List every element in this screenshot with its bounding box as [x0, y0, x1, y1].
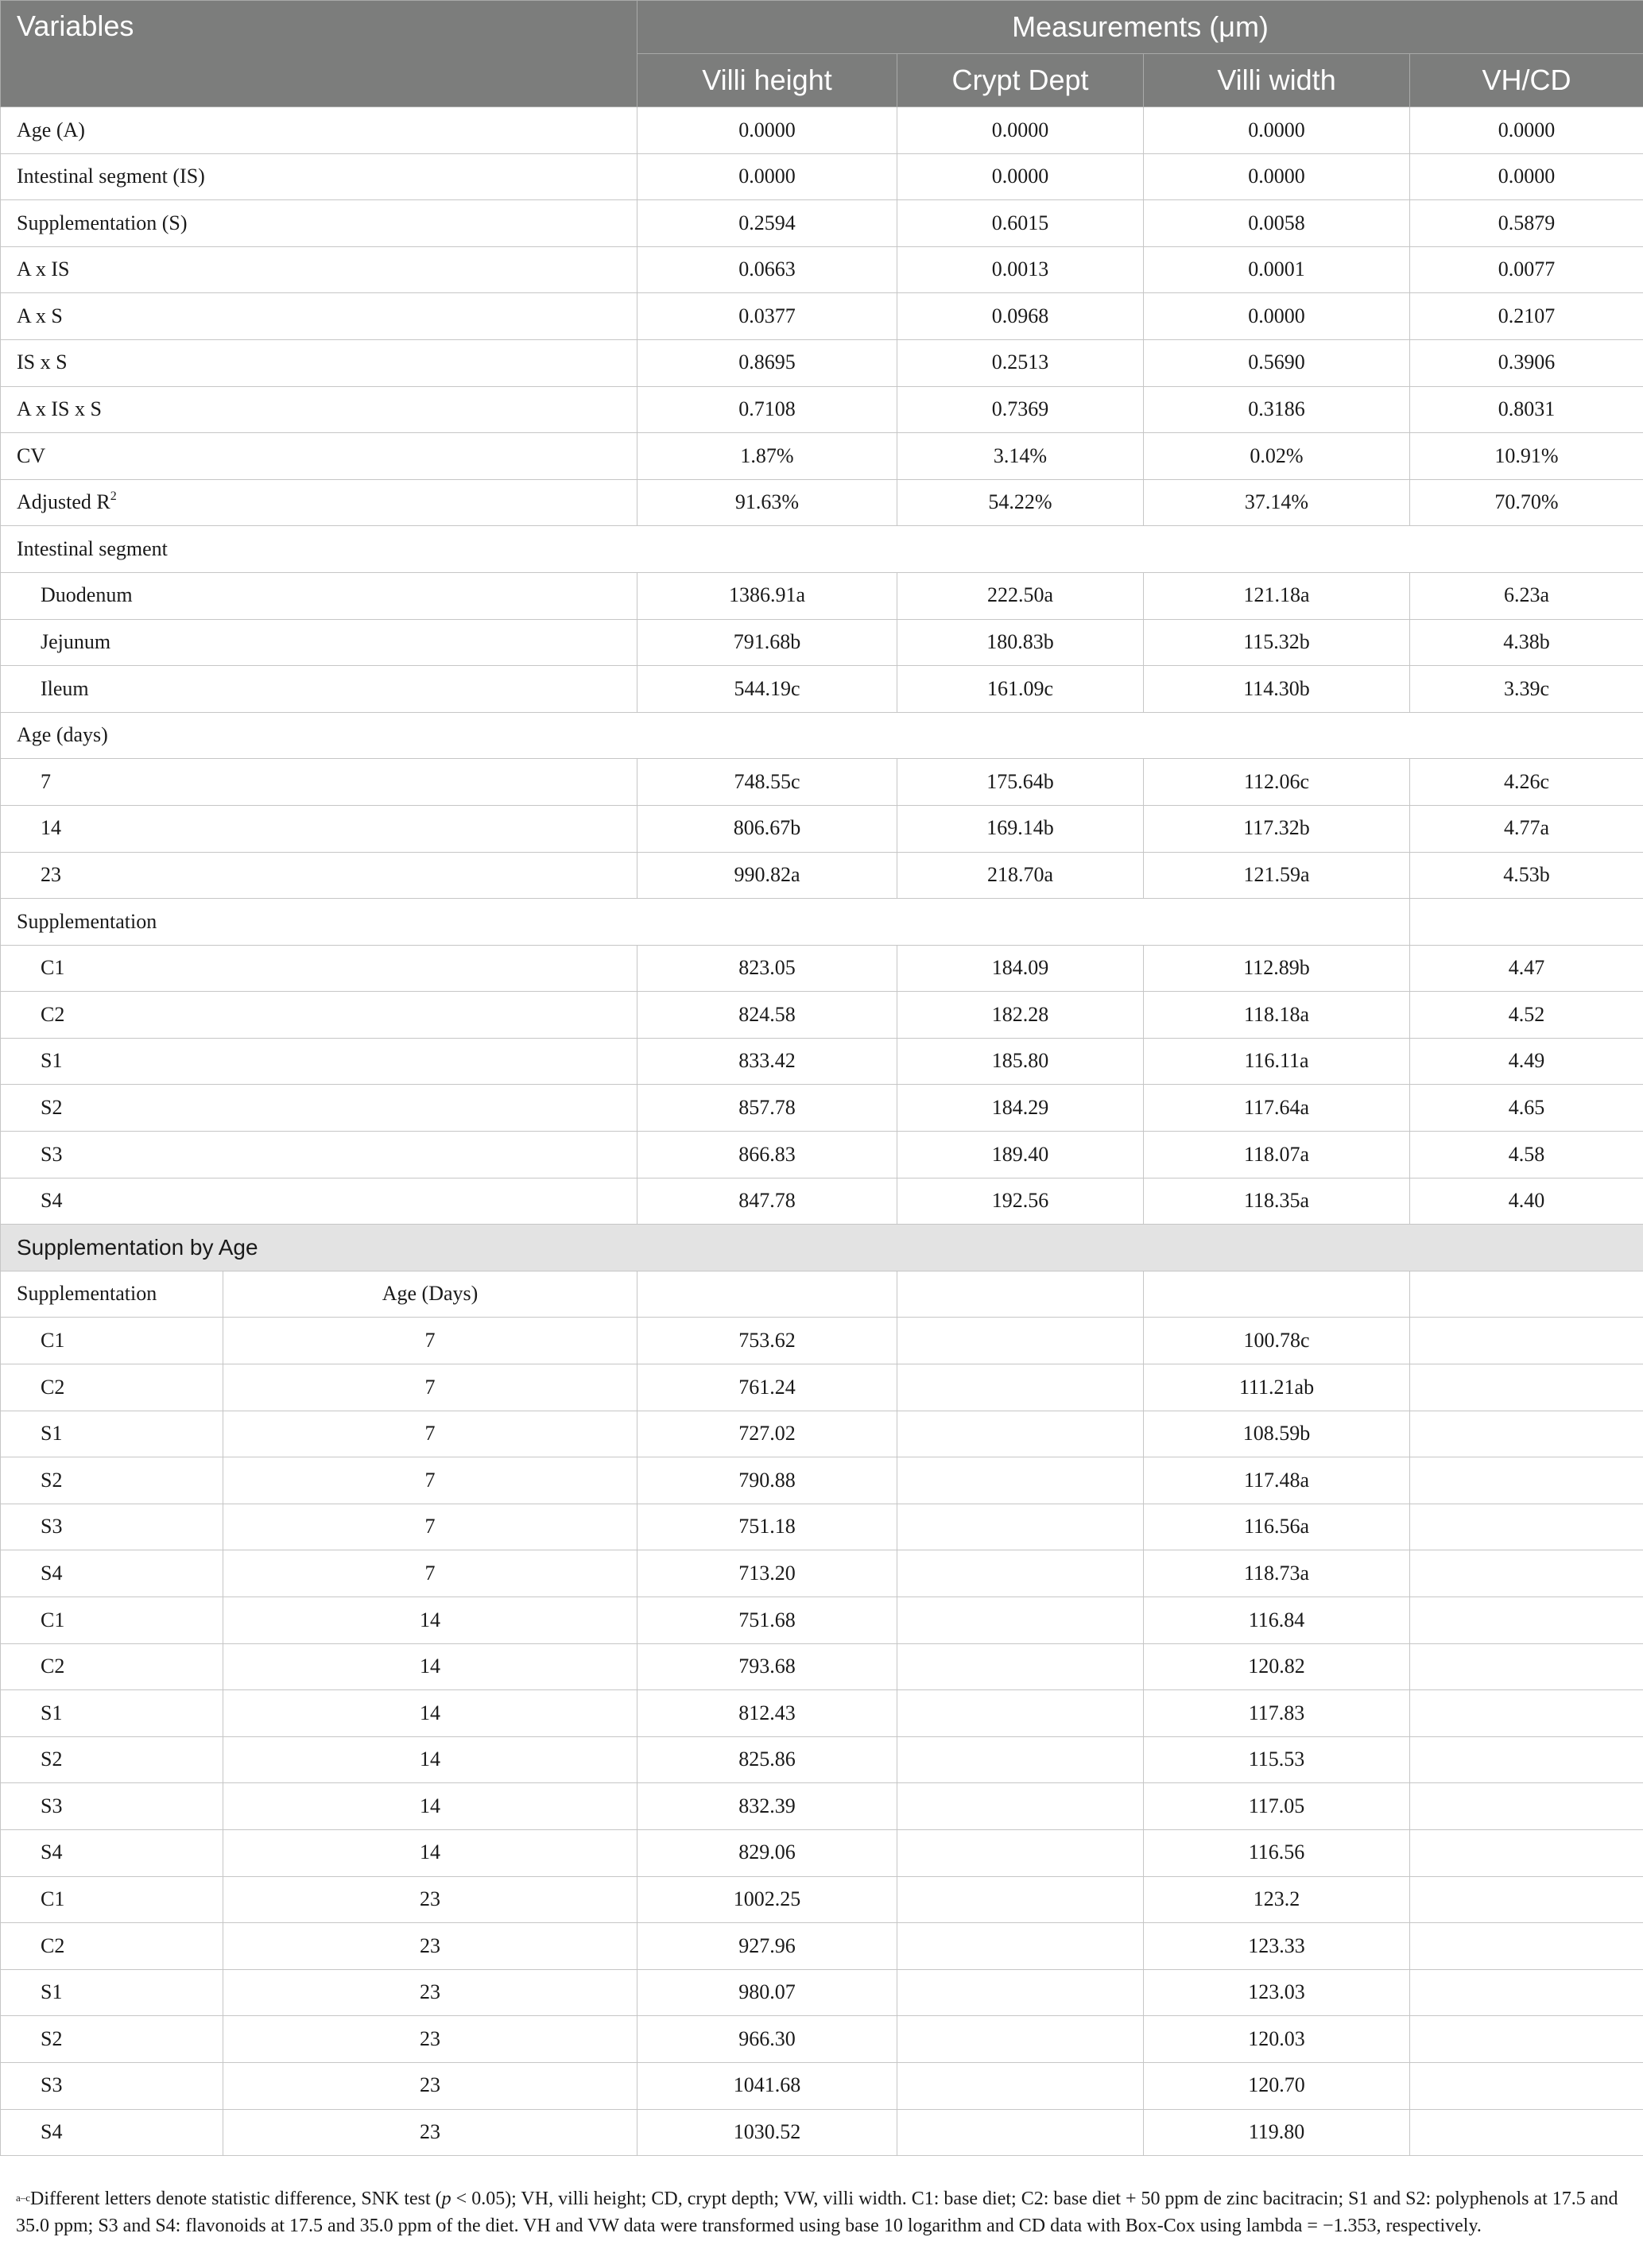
section-title-row: [1, 899, 1643, 946]
cell-value: 0.8695: [637, 339, 897, 386]
table-row: [1, 1550, 1643, 1597]
empty-cell: [897, 1550, 1144, 1597]
cell-value: 833.42: [637, 1038, 897, 1085]
cell-value: 119.80: [1144, 2109, 1410, 2156]
empty-cell: [897, 2109, 1144, 2156]
cell-value: 1002.25: [637, 1876, 897, 1923]
empty-cell: [897, 1969, 1144, 2016]
row-label: S3: [1, 1783, 223, 1830]
by-age-subheader-row: [1, 1271, 1643, 1318]
empty-cell: [897, 1411, 1144, 1457]
cell-value: 116.84: [1144, 1597, 1410, 1644]
cell-value: 823.05: [637, 945, 897, 992]
empty-cell: [897, 1271, 1144, 1318]
row-label: A x S: [1, 293, 637, 340]
cell-value: 0.8031: [1410, 386, 1643, 433]
cell-value: 117.48a: [1144, 1457, 1410, 1504]
row-label: C1: [1, 1876, 223, 1923]
row-label: CV: [1, 433, 637, 480]
table-body: [1, 107, 1643, 2156]
cell-age: 7: [223, 1364, 637, 1411]
section-title: Age (days): [1, 712, 1643, 759]
cell-age: 23: [223, 1969, 637, 2016]
cell-value: 4.40: [1410, 1178, 1643, 1225]
cell-value: 0.0013: [897, 246, 1144, 293]
cell-value: 790.88: [637, 1457, 897, 1504]
cell-value: 184.29: [897, 1085, 1144, 1132]
cell-value: 0.2107: [1410, 293, 1643, 340]
table-row: [1, 572, 1643, 619]
cell-value: 866.83: [637, 1132, 897, 1179]
table-row: [1, 107, 1643, 154]
cell-value: 791.68b: [637, 619, 897, 666]
cell-value: 0.5879: [1410, 200, 1643, 247]
cell-value: 37.14%: [1144, 479, 1410, 526]
cell-value: 120.70: [1144, 2062, 1410, 2109]
cell-value: 108.59b: [1144, 1411, 1410, 1457]
table-row: [1, 1457, 1643, 1504]
empty-cell: [897, 1643, 1144, 1690]
cell-age: 23: [223, 2062, 637, 2109]
cell-age: 7: [223, 1504, 637, 1550]
footnote-sup: a–c: [16, 2192, 31, 2204]
cell-value: 3.14%: [897, 433, 1144, 480]
cell-value: 118.35a: [1144, 1178, 1410, 1225]
row-label: A x IS: [1, 246, 637, 293]
empty-cell: [1410, 1643, 1643, 1690]
cell-value: 4.38b: [1410, 619, 1643, 666]
cell-value: 0.0663: [637, 246, 897, 293]
cell-age: 23: [223, 2109, 637, 2156]
table-row: [1, 1318, 1643, 1364]
empty-cell: [1410, 1504, 1643, 1550]
cell-value: 824.58: [637, 992, 897, 1039]
adjusted-r2-row: [1, 479, 1643, 526]
cell-value: 123.03: [1144, 1969, 1410, 2016]
cell-value: 116.56: [1144, 1829, 1410, 1876]
cell-age: 14: [223, 1829, 637, 1876]
row-label: Jejunum: [1, 619, 637, 666]
cell-value: 753.62: [637, 1318, 897, 1364]
footnote-text-2: < 0.05); VH, villi height; CD, crypt depth; VW, villi width. C1: base diet; C2: base diet + 50 ppm de zinc bacitracin; S1 and S2: polyphenols at 17.5 and 35.0 ppm; S3 and S4: flavonoids at 17.5 and 35.0 ppm of the diet. VH and VW data were transformed using base 10 logarithm and CD data with Box-Cox using lambda = −1.353, respectively.: [16, 2189, 1618, 2236]
empty-cell: [897, 1364, 1144, 1411]
cell-value: 0.0000: [637, 153, 897, 200]
row-label: S2: [1, 1457, 223, 1504]
row-label: S2: [1, 1085, 637, 1132]
cell-value: 825.86: [637, 1736, 897, 1783]
cell-value: 829.06: [637, 1829, 897, 1876]
row-label: S2: [1, 1736, 223, 1783]
cell-value: 748.55c: [637, 759, 897, 806]
cell-value: 118.18a: [1144, 992, 1410, 1039]
table-row: [1, 2016, 1643, 2063]
cell-value: 0.3906: [1410, 339, 1643, 386]
header-vh-cd: VH/CD: [1410, 54, 1643, 107]
row-label: S3: [1, 1132, 637, 1179]
cell-value: 0.2594: [637, 200, 897, 247]
cell-value: 10.91%: [1410, 433, 1643, 480]
cell-value: 184.09: [897, 945, 1144, 992]
header-row-1: [1, 1, 1643, 54]
cell-value: 115.32b: [1144, 619, 1410, 666]
empty-cell: [897, 1318, 1144, 1364]
header-villi-width: Villi width: [1144, 54, 1410, 107]
cell-value: 927.96: [637, 1923, 897, 1970]
row-label: A x IS x S: [1, 386, 637, 433]
cell-value: 161.09c: [897, 666, 1144, 713]
row-label: IS x S: [1, 339, 637, 386]
cell-value: 1.87%: [637, 433, 897, 480]
table-row: [1, 1411, 1643, 1457]
empty-cell: [1410, 1271, 1643, 1318]
section-title: Supplementation: [1, 899, 1410, 946]
section-title-row: [1, 526, 1643, 573]
header-crypt-depth: Crypt Dept: [897, 54, 1144, 107]
table-row: [1, 1736, 1643, 1783]
cell-value: 544.19c: [637, 666, 897, 713]
row-label: C1: [1, 1597, 223, 1644]
cell-age: 7: [223, 1457, 637, 1504]
empty-cell: [1410, 1457, 1643, 1504]
row-label: S4: [1, 2109, 223, 2156]
row-label: S4: [1, 1550, 223, 1597]
cell-value: 0.0000: [1144, 153, 1410, 200]
cell-age: 23: [223, 1923, 637, 1970]
table-row: [1, 2062, 1643, 2109]
table-row: [1, 200, 1643, 247]
cell-value: 857.78: [637, 1085, 897, 1132]
row-label: Intestinal segment (IS): [1, 153, 637, 200]
row-label: S1: [1, 1038, 637, 1085]
empty-cell: [1410, 2016, 1643, 2063]
cell-value: 761.24: [637, 1364, 897, 1411]
cell-age: 7: [223, 1318, 637, 1364]
row-label: [1, 479, 637, 526]
cell-age: 23: [223, 2016, 637, 2063]
cell-value: 120.82: [1144, 1643, 1410, 1690]
cell-value: 0.2513: [897, 339, 1144, 386]
table-row: [1, 1504, 1643, 1550]
cell-value: 0.0968: [897, 293, 1144, 340]
table-row: [1, 852, 1643, 899]
cell-value: 4.26c: [1410, 759, 1643, 806]
table-row: [1, 945, 1643, 992]
cell-value: 0.0377: [637, 293, 897, 340]
empty-cell: [897, 1829, 1144, 1876]
table-row: [1, 1132, 1643, 1179]
cell-value: 0.0000: [1144, 107, 1410, 154]
cell-value: 0.7108: [637, 386, 897, 433]
header-villi-height: Villi height: [637, 54, 897, 107]
empty-cell: [897, 1783, 1144, 1830]
cell-value: 112.06c: [1144, 759, 1410, 806]
table-row: [1, 1923, 1643, 1970]
cell-value: 180.83b: [897, 619, 1144, 666]
cell-value: 4.52: [1410, 992, 1643, 1039]
cell-value: 182.28: [897, 992, 1144, 1039]
empty-cell: [637, 1271, 897, 1318]
cell-value: 990.82a: [637, 852, 897, 899]
table-row: [1, 1969, 1643, 2016]
cell-value: 117.64a: [1144, 1085, 1410, 1132]
empty-cell: [1410, 1597, 1643, 1644]
row-label: C2: [1, 1923, 223, 1970]
cell-value: 222.50a: [897, 572, 1144, 619]
cell-value: 847.78: [637, 1178, 897, 1225]
table-row: [1, 1085, 1643, 1132]
cell-value: 4.77a: [1410, 805, 1643, 852]
cell-value: 192.56: [897, 1178, 1144, 1225]
cell-value: 115.53: [1144, 1736, 1410, 1783]
empty-cell: [897, 2016, 1144, 2063]
cell-value: 4.58: [1410, 1132, 1643, 1179]
cell-value: 1030.52: [637, 2109, 897, 2156]
cell-value: 117.05: [1144, 1783, 1410, 1830]
cell-value: 70.70%: [1410, 479, 1643, 526]
row-label: S3: [1, 1504, 223, 1550]
cell-value: 0.02%: [1144, 433, 1410, 480]
adjusted-r2-sup: 2: [110, 490, 117, 504]
table-row: [1, 386, 1643, 433]
cell-value: 54.22%: [897, 479, 1144, 526]
cell-value: 806.67b: [637, 805, 897, 852]
cell-value: 116.56a: [1144, 1504, 1410, 1550]
cell-value: 4.49: [1410, 1038, 1643, 1085]
table-row: [1, 1178, 1643, 1225]
section-title-row: [1, 712, 1643, 759]
cell-value: 0.0000: [897, 153, 1144, 200]
row-label: S4: [1, 1178, 637, 1225]
cell-value: 4.65: [1410, 1085, 1643, 1132]
cell-value: 713.20: [637, 1550, 897, 1597]
empty-cell: [897, 1597, 1144, 1644]
cell-value: 727.02: [637, 1411, 897, 1457]
cell-value: 100.78c: [1144, 1318, 1410, 1364]
subheader-age: Age (Days): [223, 1271, 637, 1318]
empty-cell: [1410, 1550, 1643, 1597]
table-row: [1, 153, 1643, 200]
cell-value: 121.59a: [1144, 852, 1410, 899]
empty-cell: [1410, 1318, 1643, 1364]
cell-value: 118.73a: [1144, 1550, 1410, 1597]
empty-cell: [1410, 1411, 1643, 1457]
cell-value: 0.0000: [1410, 107, 1643, 154]
cell-value: 123.2: [1144, 1876, 1410, 1923]
table-row: [1, 293, 1643, 340]
row-label: C2: [1, 1364, 223, 1411]
cell-value: 116.11a: [1144, 1038, 1410, 1085]
empty-cell: [1410, 1736, 1643, 1783]
empty-cell: [1410, 1364, 1643, 1411]
table-row: [1, 2109, 1643, 2156]
cell-value: 169.14b: [897, 805, 1144, 852]
row-label: C1: [1, 1318, 223, 1364]
empty-cell: [1410, 2062, 1643, 2109]
cell-value: 121.18a: [1144, 572, 1410, 619]
empty-cell: [1410, 1690, 1643, 1737]
cell-value: 0.0000: [1144, 293, 1410, 340]
cell-value: 117.83: [1144, 1690, 1410, 1737]
row-label: S1: [1, 1969, 223, 2016]
table-row: [1, 759, 1643, 806]
cell-age: 7: [223, 1411, 637, 1457]
cell-age: 14: [223, 1783, 637, 1830]
empty-cell: [1410, 1923, 1643, 1970]
cell-value: 6.23a: [1410, 572, 1643, 619]
empty-cell: [897, 1504, 1144, 1550]
table-footnote: [16, 2185, 1626, 2239]
cell-value: 112.89b: [1144, 945, 1410, 992]
row-label: S3: [1, 2062, 223, 2109]
cell-value: 751.68: [637, 1597, 897, 1644]
footnote-text-1: Different letters denote statistic difference, SNK test (: [30, 2189, 442, 2209]
footnote-p: p: [441, 2189, 451, 2209]
cell-value: 4.53b: [1410, 852, 1643, 899]
cell-age: 14: [223, 1597, 637, 1644]
table-row: [1, 805, 1643, 852]
cell-value: 185.80: [897, 1038, 1144, 1085]
empty-cell: [897, 1690, 1144, 1737]
cell-value: 118.07a: [1144, 1132, 1410, 1179]
cell-value: 793.68: [637, 1643, 897, 1690]
cell-value: 1386.91a: [637, 572, 897, 619]
row-label: S2: [1, 2016, 223, 2063]
empty-cell: [1410, 1829, 1643, 1876]
empty-cell: [897, 1923, 1144, 1970]
cell-value: 0.0077: [1410, 246, 1643, 293]
cell-value: 0.0000: [1410, 153, 1643, 200]
row-label: S4: [1, 1829, 223, 1876]
table-row: [1, 1783, 1643, 1830]
empty-cell: [1144, 1271, 1410, 1318]
band-title: Supplementation by Age: [1, 1225, 1643, 1271]
header-measurements: Measurements (μm): [637, 1, 1643, 54]
table-row: [1, 992, 1643, 1039]
cell-value: 812.43: [637, 1690, 897, 1737]
cell-value: 0.0001: [1144, 246, 1410, 293]
empty-cell: [897, 1876, 1144, 1923]
row-label: Supplementation (S): [1, 200, 637, 247]
cell-value: 966.30: [637, 2016, 897, 2063]
cell-value: 114.30b: [1144, 666, 1410, 713]
empty-cell: [1410, 2109, 1643, 2156]
cell-value: 218.70a: [897, 852, 1144, 899]
table-row: [1, 433, 1643, 480]
row-label: C2: [1, 992, 637, 1039]
cell-value: 751.18: [637, 1504, 897, 1550]
row-label: 14: [1, 805, 637, 852]
supplementation-by-age-band: [1, 1225, 1643, 1271]
cell-value: 0.7369: [897, 386, 1144, 433]
cell-value: 0.0000: [637, 107, 897, 154]
cell-value: 117.32b: [1144, 805, 1410, 852]
empty-cell: [897, 1736, 1144, 1783]
cell-age: 14: [223, 1736, 637, 1783]
row-label: S1: [1, 1411, 223, 1457]
cell-value: 832.39: [637, 1783, 897, 1830]
header-variables: Variables: [1, 1, 637, 107]
cell-age: 14: [223, 1690, 637, 1737]
row-label: C1: [1, 945, 637, 992]
row-label: C2: [1, 1643, 223, 1690]
row-label: Age (A): [1, 107, 637, 154]
cell-age: 7: [223, 1550, 637, 1597]
table-row: [1, 1876, 1643, 1923]
cell-value: 111.21ab: [1144, 1364, 1410, 1411]
section-title: Intestinal segment: [1, 526, 1643, 573]
table-row: [1, 1364, 1643, 1411]
cell-value: 175.64b: [897, 759, 1144, 806]
row-label: S1: [1, 1690, 223, 1737]
cell-value: 91.63%: [637, 479, 897, 526]
cell-age: 23: [223, 1876, 637, 1923]
cell-value: 0.6015: [897, 200, 1144, 247]
cell-value: 0.0058: [1144, 200, 1410, 247]
table-row: [1, 1829, 1643, 1876]
cell-value: 120.03: [1144, 2016, 1410, 2063]
table-row: [1, 666, 1643, 713]
table-row: [1, 339, 1643, 386]
table-row: [1, 246, 1643, 293]
cell-value: 0.0000: [897, 107, 1144, 154]
table-row: [1, 1643, 1643, 1690]
cell-value: 980.07: [637, 1969, 897, 2016]
cell-value: 0.5690: [1144, 339, 1410, 386]
row-label: 7: [1, 759, 637, 806]
row-label: 23: [1, 852, 637, 899]
cell-value: 0.3186: [1144, 386, 1410, 433]
row-label: Duodenum: [1, 572, 637, 619]
row-label: Ileum: [1, 666, 637, 713]
table-row: [1, 619, 1643, 666]
empty-cell: [1410, 899, 1643, 946]
cell-value: 3.39c: [1410, 666, 1643, 713]
cell-value: 189.40: [897, 1132, 1144, 1179]
table-row: [1, 1597, 1643, 1644]
cell-value: 4.47: [1410, 945, 1643, 992]
table-row: [1, 1690, 1643, 1737]
table-row: [1, 1038, 1643, 1085]
cell-age: 14: [223, 1643, 637, 1690]
empty-cell: [1410, 1876, 1643, 1923]
empty-cell: [897, 1457, 1144, 1504]
subheader-supplementation: Supplementation: [1, 1271, 223, 1318]
empty-cell: [1410, 1783, 1643, 1830]
cell-value: 123.33: [1144, 1923, 1410, 1970]
empty-cell: [897, 2062, 1144, 2109]
cell-value: 1041.68: [637, 2062, 897, 2109]
empty-cell: [1410, 1969, 1643, 2016]
adjusted-r2-label: Adjusted R: [17, 490, 110, 514]
